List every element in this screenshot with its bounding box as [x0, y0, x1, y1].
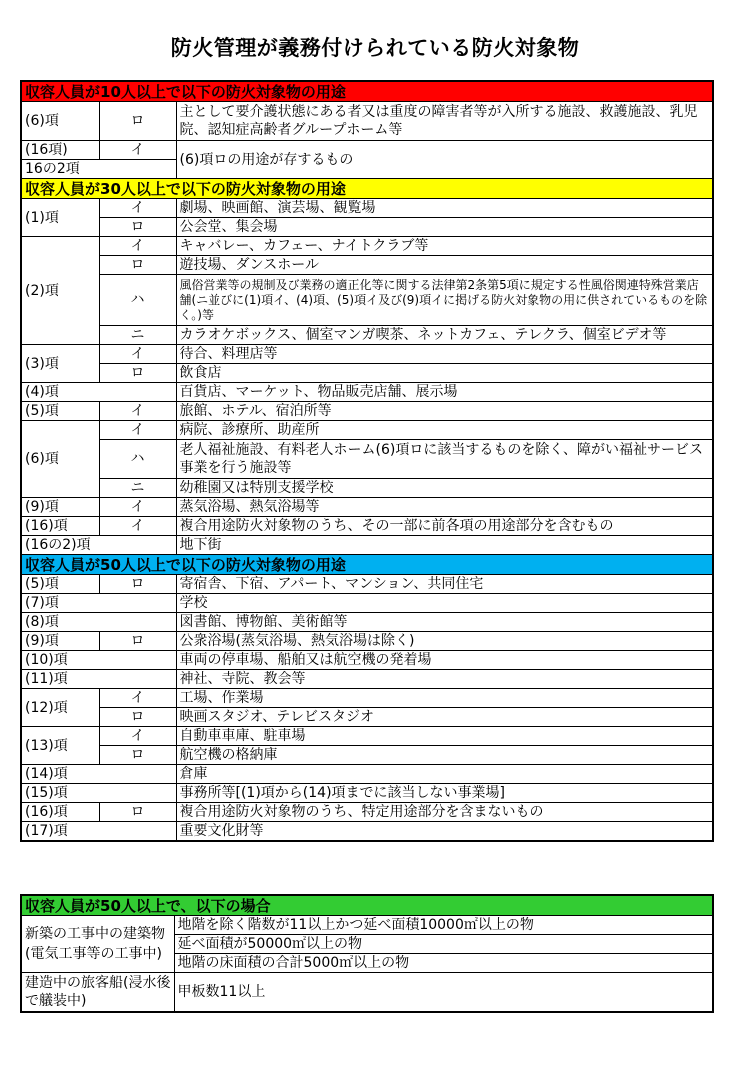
table-row — [21, 632, 713, 651]
sub-cell: ロ — [99, 746, 176, 765]
item-cell: (8)項 — [21, 613, 176, 632]
use-cell: 風俗営業等の規制及び業務の適正化等に関する法律第2条第5項に規定する性風俗関連特殊営業店舗(ニ並びに(1)項イ、(4)項、(5)項イ及び(9)項イに掲げる防火対象物の用に供されているものを除く。)等 — [176, 275, 713, 326]
sub-cell: ロ — [99, 218, 176, 237]
table-row — [21, 613, 713, 632]
use-cell: 蒸気浴場、熱気浴場等 — [176, 498, 713, 517]
table-row — [21, 326, 713, 345]
table-row — [21, 345, 713, 364]
sub-cell: ロ — [99, 364, 176, 383]
table-row — [21, 479, 713, 498]
table-row — [21, 440, 713, 479]
item-cell: (3)項 — [21, 345, 99, 383]
item-cell: (16の2)項 — [21, 536, 176, 555]
item-cell: (1)項 — [21, 199, 99, 237]
table-row — [21, 575, 713, 594]
sub-cell: イ — [99, 498, 176, 517]
use-cell: 自動車車庫、駐車場 — [176, 727, 713, 746]
use-cell: 老人福祉施設、有料老人ホーム(6)項ロに該当するものを除く、障がい福祉サービス事業を行う施設等 — [176, 440, 713, 479]
use-cell: 神社、寺院、教会等 — [176, 670, 713, 689]
sub-cell: イ — [99, 421, 176, 440]
section-header-10-label: 収容人員が10人以上で以下の防火対象物の用途 — [21, 81, 713, 102]
use-cell: 飲食店 — [176, 364, 713, 383]
use-cell: 劇場、映画館、演芸場、観覧場 — [176, 199, 713, 218]
table-row — [21, 421, 713, 440]
table-row — [21, 237, 713, 256]
section-header-30 — [21, 179, 713, 199]
section-header-50 — [21, 555, 713, 575]
use-cell: 公衆浴場(蒸気浴場、熱気浴場は除く) — [176, 632, 713, 651]
table-row — [21, 822, 713, 842]
use-cell: 幼稚園又は特別支援学校 — [176, 479, 713, 498]
use-cell: (6)項ロの用途が存するもの — [176, 141, 713, 179]
condition-cell: 延べ面積が50000㎡以上の物 — [174, 935, 713, 954]
sub-cell: ハ — [99, 440, 176, 479]
table-row — [21, 102, 713, 141]
table-row — [21, 199, 713, 218]
sub-cell: イ — [99, 727, 176, 746]
condition-cell: 地階の床面積の合計5000㎡以上の物 — [174, 954, 713, 973]
ship-label: 建造中の旅客船(浸水後で艤装中) — [21, 973, 174, 1013]
table-row — [21, 364, 713, 383]
sub-cell: イ — [99, 402, 176, 421]
sub-cell: イ — [99, 199, 176, 218]
use-cell: 待合、料理店等 — [176, 345, 713, 364]
use-cell: 倉庫 — [176, 765, 713, 784]
section-header-construction-label: 収容人員が50人以上で、以下の場合 — [21, 895, 713, 916]
use-cell: カラオケボックス、個室マンガ喫茶、ネットカフェ、テレクラ、個室ビデオ等 — [176, 326, 713, 345]
sub-cell: イ — [99, 689, 176, 708]
use-cell: キャバレー、カフェー、ナイトクラブ等 — [176, 237, 713, 256]
item-cell: (10)項 — [21, 651, 176, 670]
use-cell: 映画スタジオ、テレビスタジオ — [176, 708, 713, 727]
table-row — [21, 746, 713, 765]
sub-cell: ニ — [99, 326, 176, 345]
table-row — [21, 803, 713, 822]
use-cell: 複合用途防火対象物のうち、特定用途部分を含まないもの — [176, 803, 713, 822]
sub-cell: ロ — [99, 102, 176, 141]
sub-cell: ハ — [99, 275, 176, 326]
table-row — [21, 517, 713, 536]
construction-table — [20, 894, 714, 1013]
use-cell: 公会堂、集会場 — [176, 218, 713, 237]
table-row — [21, 275, 713, 326]
item-cell: (6)項 — [21, 102, 99, 141]
table-row — [21, 784, 713, 803]
item-cell: (14)項 — [21, 765, 176, 784]
sub-cell: ロ — [99, 708, 176, 727]
sub-cell: ロ — [99, 632, 176, 651]
item-cell: (11)項 — [21, 670, 176, 689]
use-cell: 主として要介護状態にある者又は重度の障害者等が入所する施設、救護施設、乳児院、認知症高齢者グループホーム等 — [176, 102, 713, 141]
condition-cell: 地階を除く階数が11以上かつ延べ面積10000㎡以上の物 — [174, 916, 713, 935]
use-cell: 寄宿舎、下宿、アパート、マンション、共同住宅 — [176, 575, 713, 594]
use-cell: 航空機の格納庫 — [176, 746, 713, 765]
section-header-construction — [21, 895, 713, 916]
sub-cell: ロ — [99, 803, 176, 822]
use-cell: 工場、作業場 — [176, 689, 713, 708]
section-header-30-label: 収容人員が30人以上で以下の防火対象物の用途 — [21, 179, 713, 199]
table-row — [21, 765, 713, 784]
item-cell: (5)項 — [21, 575, 99, 594]
use-cell: 病院、診療所、助産所 — [176, 421, 713, 440]
use-cell: 図書館、博物館、美術館等 — [176, 613, 713, 632]
use-cell: 遊技場、ダンスホール — [176, 256, 713, 275]
item-cell: (9)項 — [21, 498, 99, 517]
table-row — [21, 689, 713, 708]
sub-cell: ロ — [99, 575, 176, 594]
item-cell: (7)項 — [21, 594, 176, 613]
table-row — [21, 973, 713, 1013]
section-header-10 — [21, 81, 713, 102]
item-cell: (6)項 — [21, 421, 99, 498]
table-row — [21, 402, 713, 421]
table-row — [21, 916, 713, 935]
table-row — [21, 218, 713, 237]
item-cell: (16)項 — [21, 803, 99, 822]
table-row — [21, 536, 713, 555]
item-cell: 16の2項 — [21, 160, 176, 179]
item-cell: (9)項 — [21, 632, 99, 651]
use-cell: 旅館、ホテル、宿泊所等 — [176, 402, 713, 421]
use-cell: 事務所等[(1)項から(14)項までに該当しない事業場] — [176, 784, 713, 803]
sub-cell: イ — [99, 345, 176, 364]
use-cell: 重要文化財等 — [176, 822, 713, 842]
item-cell: (4)項 — [21, 383, 176, 402]
item-cell: (16項) — [21, 141, 99, 160]
sub-cell: イ — [99, 237, 176, 256]
table-row — [21, 670, 713, 689]
table-row — [21, 141, 713, 160]
item-cell: (16)項 — [21, 517, 99, 536]
use-cell: 地下街 — [176, 536, 713, 555]
table-row — [21, 498, 713, 517]
item-cell: (13)項 — [21, 727, 99, 765]
table-row — [21, 708, 713, 727]
item-cell: (12)項 — [21, 689, 99, 727]
table-row — [21, 594, 713, 613]
use-cell: 百貨店、マーケット、物品販売店舗、展示場 — [176, 383, 713, 402]
sub-cell: イ — [99, 517, 176, 536]
table-row — [21, 651, 713, 670]
condition-cell: 甲板数11以上 — [174, 973, 713, 1013]
use-cell: 学校 — [176, 594, 713, 613]
page-title: 防火管理が義務付けられている防火対象物 — [170, 36, 580, 60]
use-cell: 複合用途防火対象物のうち、その一部に前各項の用途部分を含むもの — [176, 517, 713, 536]
table-row — [21, 256, 713, 275]
sub-cell: ニ — [99, 479, 176, 498]
table-row — [21, 383, 713, 402]
item-cell: (15)項 — [21, 784, 176, 803]
fire-prevention-table — [20, 80, 714, 842]
table-row — [21, 727, 713, 746]
section-header-50-label: 収容人員が50人以上で以下の防火対象物の用途 — [21, 555, 713, 575]
sub-cell: ロ — [99, 256, 176, 275]
item-cell: (5)項 — [21, 402, 99, 421]
item-cell: (17)項 — [21, 822, 176, 842]
item-cell: (2)項 — [21, 237, 99, 345]
sub-cell: イ — [99, 141, 176, 160]
building-label: 新築の工事中の建築物(電気工事等の工事中) — [21, 916, 174, 973]
use-cell: 車両の停車場、船舶又は航空機の発着場 — [176, 651, 713, 670]
